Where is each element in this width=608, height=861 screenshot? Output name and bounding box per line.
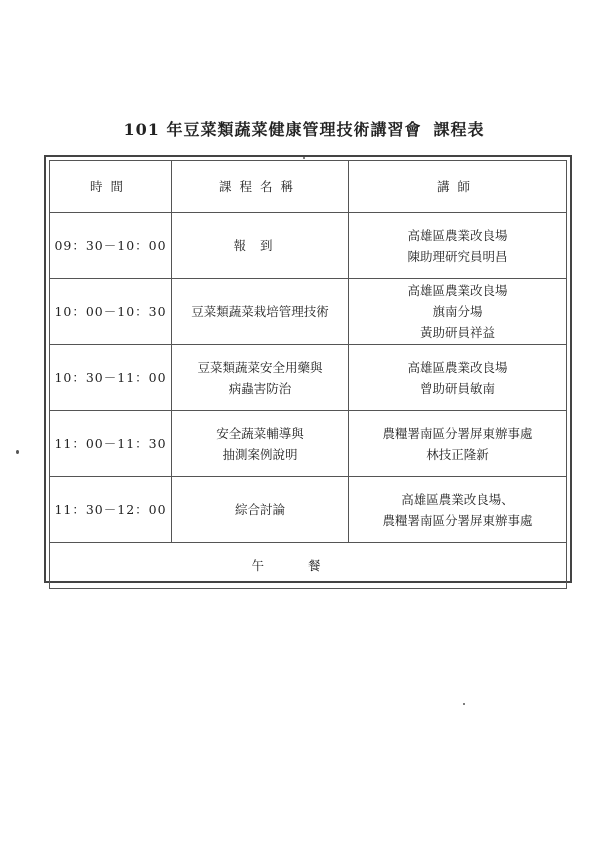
teacher-line: 曾助研員敏南 (419, 380, 495, 396)
time-cell: 10：30－11：00 (50, 345, 172, 411)
table-row (50, 477, 567, 543)
course-line: 抽測案例說明 (222, 446, 298, 462)
table-row (50, 279, 567, 345)
lunch-row (50, 543, 567, 589)
course-line: 安全蔬菜輔導與 (216, 425, 304, 441)
course-line: 豆菜類蔬菜栽培管理技術 (191, 304, 329, 319)
schedule-table-frame (44, 155, 572, 583)
teacher-line: 陳助理研究員明昌 (407, 248, 508, 264)
table-row (50, 345, 567, 411)
course-line: 報到 (233, 238, 287, 253)
course-line: 豆菜類蔬菜安全用藥與 (197, 359, 323, 375)
teacher-cell (349, 411, 567, 477)
header-time: 時間 (50, 161, 172, 213)
time-cell: 11：00－11：30 (50, 411, 172, 477)
teacher-line: 農糧署南區分署屏東辦事處 (382, 512, 533, 528)
time-cell: 11：30－12：00 (50, 477, 172, 543)
time-cell: 10：00－10：30 (50, 279, 172, 345)
page-title (0, 117, 608, 140)
teacher-cell (349, 213, 567, 279)
course-cell (172, 345, 349, 411)
course-cell (172, 477, 349, 543)
teacher-line: 高雄區農業改良場 (407, 283, 508, 298)
scan-speck (303, 157, 305, 159)
teacher-cell (349, 477, 567, 543)
table-row (50, 411, 567, 477)
teacher-cell (349, 345, 567, 411)
header-teacher: 講師 (349, 161, 567, 213)
header-course: 課程名稱 (172, 161, 349, 213)
time-cell: 09：30－10：00 (50, 213, 172, 279)
table-row (50, 213, 567, 279)
teacher-line: 高雄區農業改良場 (407, 359, 508, 375)
teacher-line: 林技正隆新 (426, 446, 489, 462)
teacher-line: 旗南分場 (432, 304, 483, 319)
course-line: 病蟲害防治 (228, 380, 292, 396)
title-sub: 課程表 (433, 120, 485, 139)
teacher-cell (349, 279, 567, 345)
teacher-line: 高雄區農業改良場、 (401, 491, 514, 507)
header-row (50, 161, 567, 213)
course-cell (172, 213, 349, 279)
course-cell (172, 279, 349, 345)
schedule-table (49, 160, 567, 589)
lunch-cell: 午餐 (50, 543, 567, 589)
teacher-line: 農糧署南區分署屏東辦事處 (382, 425, 533, 441)
course-cell (172, 411, 349, 477)
teacher-line: 高雄區農業改良場 (407, 227, 508, 243)
course-line: 綜合討論 (234, 502, 285, 517)
teacher-line: 黃助研員祥益 (419, 325, 495, 340)
title-main: 101 年豆菜類蔬菜健康管理技術講習會 (123, 120, 422, 139)
scan-speck (463, 703, 465, 705)
scan-speck (16, 450, 19, 454)
